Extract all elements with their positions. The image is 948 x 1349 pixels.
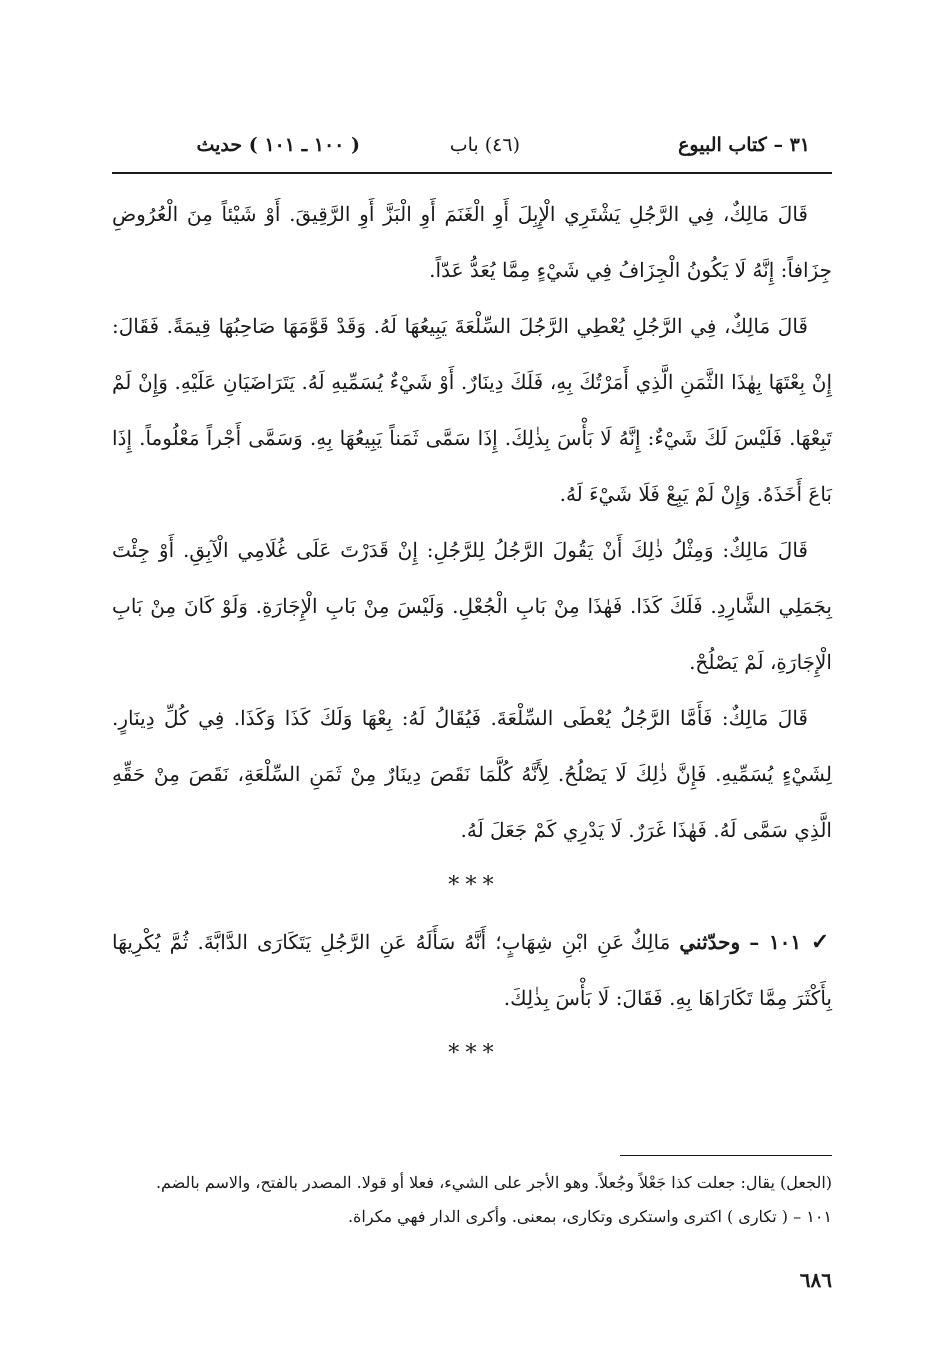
header-book-title: ٣١ – كتاب البيوع xyxy=(678,134,810,156)
hadith-number-label: ١٠١ – xyxy=(749,930,802,954)
section-separator: * * * xyxy=(448,873,496,898)
paragraph-3: قَالَ مَالِكٌ: وَمِثْلُ ذٰلِكَ أَنْ يَقُولَ الرَّجُلُ لِلرَّجُلِ: إِنْ قَدَرْتَ عَلَى غُلَامِي الْآبِقِ. أَوْ جِئْتَ بِجَمَلِي الشَّارِدِ. فَلَكَ كَذَا. فَهٰذَا مِنْ بَابِ الْجُعْلِ. وَلَيْسَ مِنْ بَابِ الْإِجَارَةِ. وَلَوْ كَانَ مِنْ بَابِ الْإِجَارَةِ، لَمْ يَصْلُحْ. xyxy=(112,538,832,674)
narration-word: وحدّثني xyxy=(679,930,741,954)
page-number: ٦٨٦ xyxy=(799,1268,832,1292)
section-separator-2: * * * xyxy=(448,1041,496,1066)
hadith-101 xyxy=(112,914,832,1026)
header-chapter: (٤٦) باب xyxy=(449,134,520,156)
hadith-text: مَالِكٌ عَنِ ابْنِ شِهَابٍ؛ أَنَّهُ سَأَلَهُ عَنِ الرَّجُلِ يَتَكَارَى الدَّابَّةَ. ثُمَّ يُكْرِيهَا بِأَكْثَرَ مِمَّا تَكَارَاهَا بِهِ. فَقَالَ: لَا بَأْسَ بِذٰلِكَ. xyxy=(112,930,832,1010)
footnote-2: ١٠١ – ( تكارى ) اكترى واستكرى وتكارى، بمعنى. وأكرى الدار فهي مكراة. xyxy=(347,1207,832,1226)
check-mark-icon: ✓ xyxy=(810,929,833,955)
footnote-1: (الجعل) يقال: جعلت كذا جَعْلاً وجُعلاً. وهو الأجر على الشيء، فعلا أو قولا. المصدر بالفتح، والاسم بالضم. xyxy=(155,1173,832,1192)
footnote-rule xyxy=(620,1155,832,1156)
main-text xyxy=(112,186,832,1082)
paragraph-4: قَالَ مَالِكٌ: فَأَمَّا الرَّجُلُ يُعْطَى السِّلْعَةَ. فَيُقَالُ لَهُ: بِعْهَا وَلَكَ كَذَا وَكَذَا. فِي كُلِّ دِينَارٍ. لِشَيْءٍ يُسَمِّيهِ. فَإِنَّ ذٰلِكَ لَا يَصْلُحُ. لِأَنَّهُ كُلَّمَا نَقَصَ دِينَارٌ مِنْ ثَمَنِ السِّلْعَةِ، نَقَصَ مِنْ حَقِّهِ الَّذِي سَمَّى لَهُ. فَهٰذَا غَرَرٌ. لَا يَدْرِي كَمْ جَعَلَ لَهُ. xyxy=(112,706,832,842)
paragraph-1: قَالَ مَالِكٌ، فِي الرَّجُلِ يَشْتَرِي الْإِبِلَ أَوِ الْغَنَمَ أَوِ الْبَزَّ أَوِ الرَّقِيقَ. أَوْ شَيْئاً مِنَ الْعُرُوضِ جِزَافاً: إِنَّهُ لَا يَكُونُ الْجِزَافُ فِي شَيْءٍ مِمَّا يُعَدُّ عَدّاً. xyxy=(112,202,832,282)
header-rule xyxy=(112,172,832,174)
paragraph-2: قَالَ مَالِكٌ، فِي الرَّجُلِ يُعْطِي الرَّجُلَ السِّلْعَةَ يَبِيعُهَا لَهُ. وَقَدْ قَوَّمَهَا صَاحِبُهَا قِيمَةً. فَقَالَ: إِنْ بِعْتَهَا بِهٰذَا الثَّمَنِ الَّذِي أَمَرْتُكَ بِهِ، فَلَكَ دِينَارٌ. أَوْ شَيْءٌ يُسَمِّيهِ لَهُ. يَتَرَاضَيَانِ عَلَيْهِ. وَإِنْ لَمْ تَبِعْهَا. فَلَيْسَ لَكَ شَيْءٌ: إِنَّهُ لَا بَأْسَ بِذٰلِكَ. إِذَا سَمَّى ثَمَناً يَبِيعُهَا بِهِ. وَسَمَّى أَجْراً مَعْلُوماً. إِذَا بَاعَ أَخَذَهُ. وَإِنْ لَمْ يَبِعْ فَلَا شَيْءَ لَهُ. xyxy=(112,314,832,506)
running-header xyxy=(150,128,810,168)
footnotes xyxy=(112,1166,832,1234)
hadith-number xyxy=(749,930,832,954)
header-hadith-range: ( ١٠٠ ـ ١٠١ ) حديث xyxy=(196,134,360,156)
